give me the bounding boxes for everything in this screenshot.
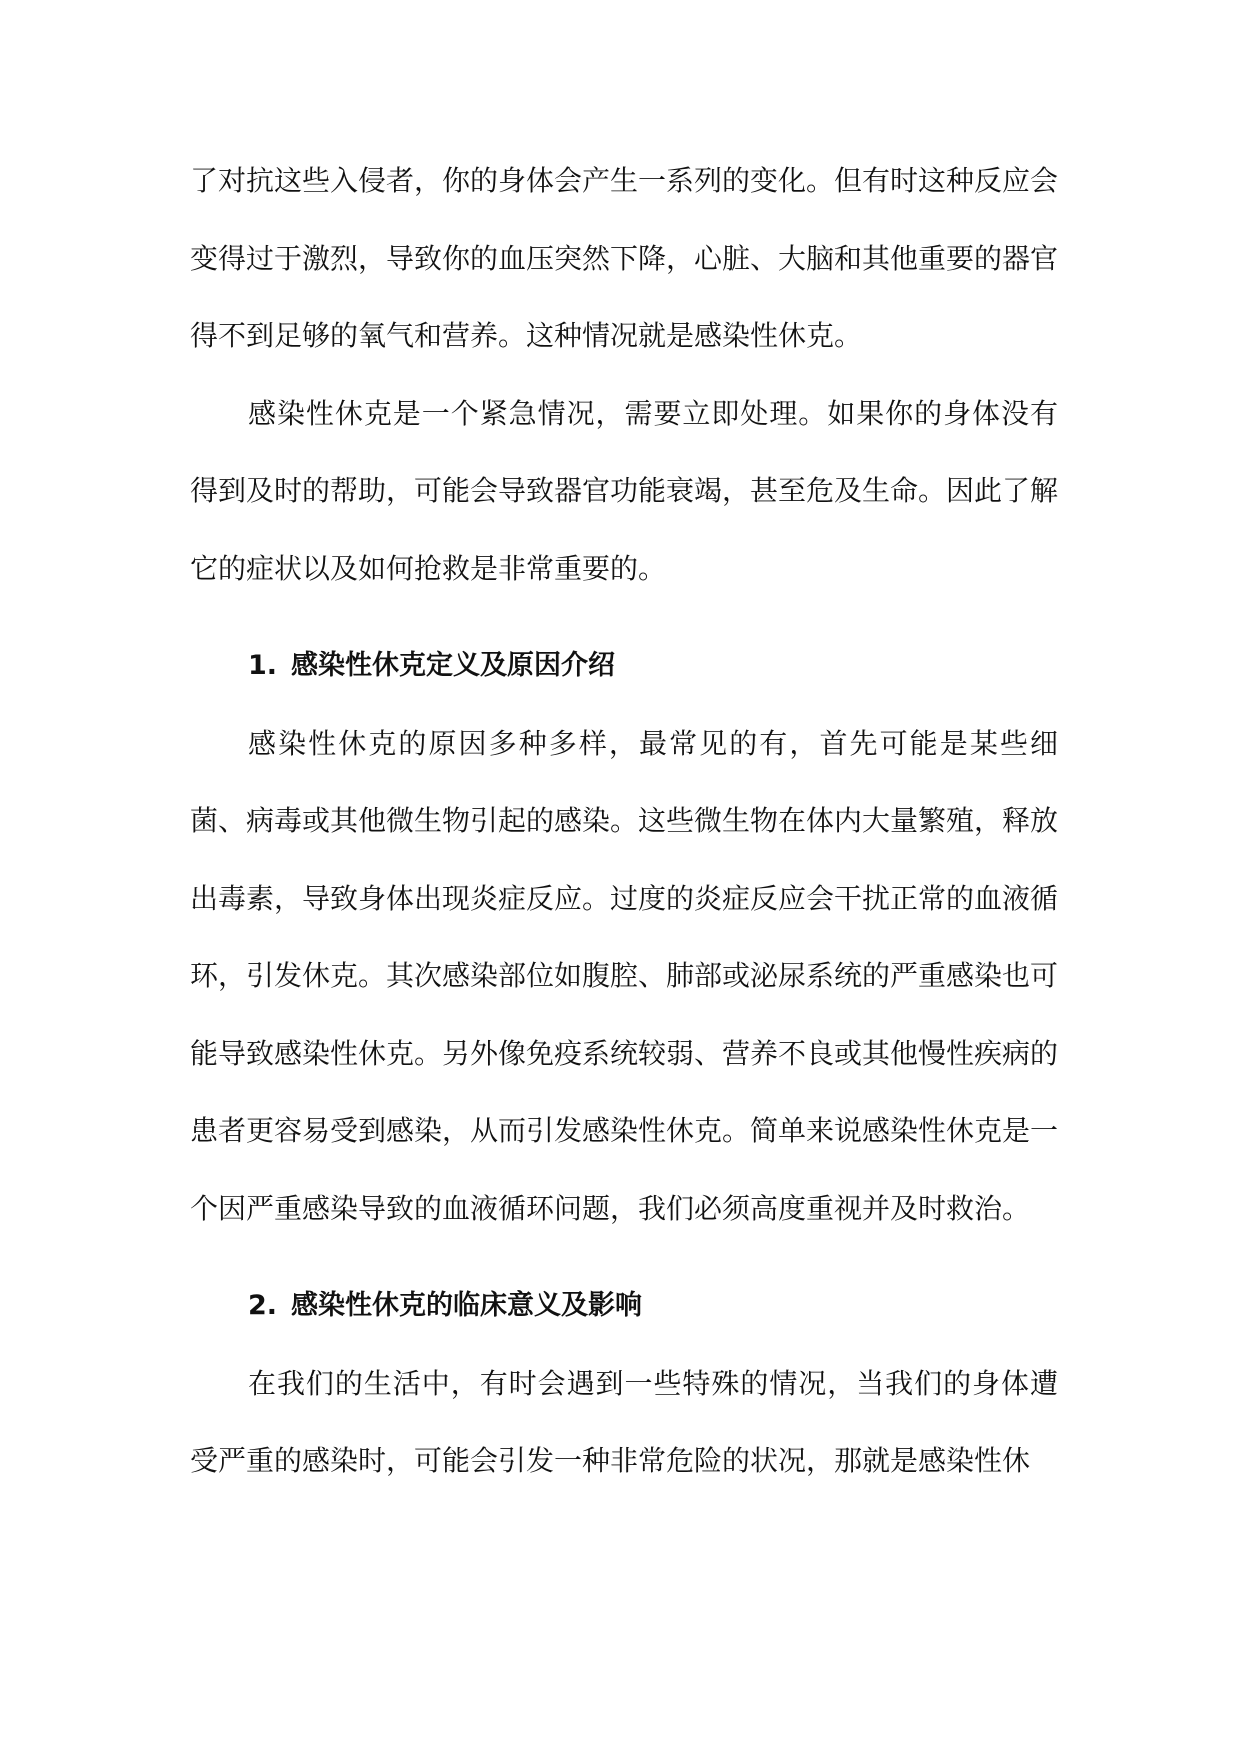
- section-1-title: 感染性休克定义及原因介绍: [291, 650, 616, 681]
- section-2-number: 2.: [248, 1290, 278, 1321]
- intro-paragraph-1: 了对抗这些入侵者，你的身体会产生一系列的变化。但有时这种反应会变得过于激烈，导致你的血压突然下降，心脏、大脑和其他重要的器官得不到足够的氧气和营养。这种情况就是感染性休克。: [190, 164, 1059, 352]
- section-1-paragraph: 感染性休克的原因多种多样，最常见的有，首先可能是某些细菌、病毒或其他微生物引起的感染。这些微生物在体内大量繁殖，释放出毒素，导致身体出现炎症反应。过度的炎症反应会干扰正常的血液循环，引发休克。其次感染部位如腹腔、肺部或泌尿系统的严重感染也可能导致感染性休克。另外像免疫系统较弱、营养不良或其他慢性疾病的患者更容易受到感染，从而引发感染性休克。简单来说感染性休克是一个因严重感染导致的血液循环问题，我们必须高度重视并及时救治。: [190, 726, 1059, 1225]
- section-2-paragraph: 在我们的生活中，有时会遇到一些特殊的情况，当我们的身体遭受严重的感染时，可能会引发一种非常危险的状况，那就是感染性休: [190, 1366, 1058, 1477]
- document-body: [190, 142, 1058, 1500]
- section-2-title: 感染性休克的临床意义及影响: [291, 1290, 643, 1321]
- intro-paragraph-2: 感染性休克是一个紧急情况，需要立即处理。如果你的身体没有得到及时的帮助，可能会导致器官功能衰竭，甚至危及生命。因此了解它的症状以及如何抢救是非常重要的。: [190, 396, 1059, 585]
- section-1-number: 1.: [248, 650, 278, 681]
- section-1-heading: [190, 627, 1058, 705]
- section-2-heading: [190, 1267, 1058, 1345]
